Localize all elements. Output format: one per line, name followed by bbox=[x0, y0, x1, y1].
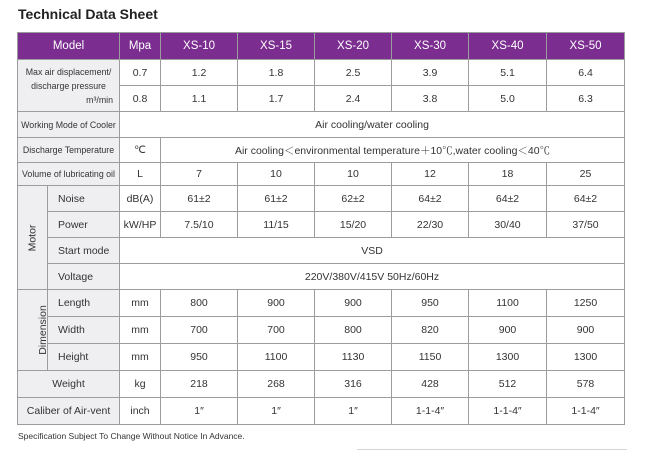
table-cell: 25 bbox=[547, 163, 625, 186]
table-cell: 800 bbox=[161, 290, 238, 317]
table-cell: 700 bbox=[161, 317, 238, 344]
noise-label: Noise bbox=[48, 186, 120, 212]
table-row bbox=[18, 112, 625, 138]
table-row bbox=[18, 60, 625, 86]
table-cell: 1.2 bbox=[161, 60, 238, 86]
table-cell: 700 bbox=[238, 317, 315, 344]
table-cell: 5.0 bbox=[469, 86, 547, 112]
table-cell: 10 bbox=[238, 163, 315, 186]
table-cell: 1-1-4″ bbox=[392, 398, 469, 425]
table-cell: 1-1-4″ bbox=[469, 398, 547, 425]
header-model-xs40: XS-40 bbox=[469, 33, 547, 60]
discharge-temp-label: Discharge Temperature bbox=[18, 138, 120, 163]
table-cell: 11/15 bbox=[238, 212, 315, 238]
max-air-label-line3: m³/min bbox=[86, 94, 114, 105]
table-cell: 6.4 bbox=[547, 60, 625, 86]
cooler-value: Air cooling/water cooling bbox=[120, 112, 625, 138]
table-cell: 30/40 bbox=[469, 212, 547, 238]
table-cell: 1250 bbox=[547, 290, 625, 317]
table-cell: 3.8 bbox=[392, 86, 469, 112]
mpa-cell: 0.8 bbox=[120, 86, 161, 112]
max-air-label bbox=[18, 60, 120, 112]
table-cell: 5.1 bbox=[469, 60, 547, 86]
unit-cell: L bbox=[120, 163, 161, 186]
table-row bbox=[18, 264, 625, 290]
unit-cell: mm bbox=[120, 317, 161, 344]
table-cell: 900 bbox=[469, 317, 547, 344]
table-cell: 316 bbox=[315, 371, 392, 398]
table-row bbox=[18, 344, 625, 371]
table-cell: 62±2 bbox=[315, 186, 392, 212]
table-cell: 1″ bbox=[315, 398, 392, 425]
footer-note: Specification Subject To Change Without Notice In Advance. bbox=[18, 431, 245, 441]
max-air-label-line2: discharge pressure bbox=[31, 80, 106, 91]
table-cell: 268 bbox=[238, 371, 315, 398]
dimension-group-label bbox=[18, 290, 48, 371]
unit-cell: ℃ bbox=[120, 138, 161, 163]
table-row bbox=[18, 238, 625, 264]
table-cell: 61±2 bbox=[161, 186, 238, 212]
header-model-xs15: XS-15 bbox=[238, 33, 315, 60]
table-row bbox=[18, 290, 625, 317]
spec-table bbox=[17, 32, 625, 425]
unit-cell: mm bbox=[120, 290, 161, 317]
table-cell: 428 bbox=[392, 371, 469, 398]
table-row bbox=[18, 371, 625, 398]
table-row bbox=[18, 212, 625, 238]
weight-label: Weight bbox=[18, 371, 120, 398]
page-title: Technical Data Sheet bbox=[18, 6, 158, 22]
table-cell: 1100 bbox=[238, 344, 315, 371]
header-model: Model bbox=[18, 33, 120, 60]
table-cell: 2.4 bbox=[315, 86, 392, 112]
header-model-xs30: XS-30 bbox=[392, 33, 469, 60]
table-cell: 22/30 bbox=[392, 212, 469, 238]
table-cell: 6.3 bbox=[547, 86, 625, 112]
caliber-label: Caliber of Air-vent bbox=[18, 398, 120, 425]
table-row bbox=[18, 163, 625, 186]
unit-cell: kg bbox=[120, 371, 161, 398]
table-cell: 61±2 bbox=[238, 186, 315, 212]
table-cell: 1100 bbox=[469, 290, 547, 317]
table-cell: 37/50 bbox=[547, 212, 625, 238]
table-cell: 1130 bbox=[315, 344, 392, 371]
header-model-xs50: XS-50 bbox=[547, 33, 625, 60]
unit-cell: dB(A) bbox=[120, 186, 161, 212]
table-cell: 512 bbox=[469, 371, 547, 398]
mpa-cell: 0.7 bbox=[120, 60, 161, 86]
table-cell: 1300 bbox=[547, 344, 625, 371]
cooler-label: Working Mode of Cooler bbox=[18, 112, 120, 138]
unit-cell: kW/HP bbox=[120, 212, 161, 238]
table-cell: 578 bbox=[547, 371, 625, 398]
table-cell: 15/20 bbox=[315, 212, 392, 238]
header-model-xs20: XS-20 bbox=[315, 33, 392, 60]
table-cell: 1″ bbox=[161, 398, 238, 425]
table-cell: 950 bbox=[392, 290, 469, 317]
table-cell: 218 bbox=[161, 371, 238, 398]
lube-oil-label: Volume of lubricating oil bbox=[18, 163, 120, 186]
table-cell: 900 bbox=[315, 290, 392, 317]
max-air-label-line1: Max air displacement/ bbox=[25, 66, 112, 77]
table-cell: 3.9 bbox=[392, 60, 469, 86]
table-cell: 1150 bbox=[392, 344, 469, 371]
start-mode-label: Start mode bbox=[48, 238, 120, 264]
table-row bbox=[18, 317, 625, 344]
header-row bbox=[18, 33, 625, 60]
table-cell: 7 bbox=[161, 163, 238, 186]
discharge-temp-value: Air cooling＜environmental temperature＋10℃,water cooling＜40℃ bbox=[161, 138, 625, 163]
table-cell: 7.5/10 bbox=[161, 212, 238, 238]
height-label: Height bbox=[48, 344, 120, 371]
table-cell: 1.8 bbox=[238, 60, 315, 86]
table-row bbox=[18, 186, 625, 212]
table-cell: 1″ bbox=[238, 398, 315, 425]
table-cell: 1300 bbox=[469, 344, 547, 371]
table-cell: 64±2 bbox=[469, 186, 547, 212]
table-cell: 900 bbox=[547, 317, 625, 344]
unit-cell: mm bbox=[120, 344, 161, 371]
width-label: Width bbox=[48, 317, 120, 344]
footer-divider bbox=[357, 449, 627, 450]
table-row bbox=[18, 398, 625, 425]
table-cell: 1.7 bbox=[238, 86, 315, 112]
header-mpa: Mpa bbox=[120, 33, 161, 60]
dimension-group-text: Dimension bbox=[36, 305, 49, 355]
table-cell: 18 bbox=[469, 163, 547, 186]
table-cell: 800 bbox=[315, 317, 392, 344]
table-cell: 10 bbox=[315, 163, 392, 186]
voltage-value: 220V/380V/415V 50Hz/60Hz bbox=[120, 264, 625, 290]
table-cell: 64±2 bbox=[392, 186, 469, 212]
table-cell: 950 bbox=[161, 344, 238, 371]
power-label: Power bbox=[48, 212, 120, 238]
table-cell: 900 bbox=[238, 290, 315, 317]
motor-group-text: Motor bbox=[26, 224, 39, 251]
start-mode-value: VSD bbox=[120, 238, 625, 264]
unit-cell: inch bbox=[120, 398, 161, 425]
length-label: Length bbox=[48, 290, 120, 317]
table-cell: 2.5 bbox=[315, 60, 392, 86]
table-cell: 1-1-4″ bbox=[547, 398, 625, 425]
table-row bbox=[18, 138, 625, 163]
motor-group-label bbox=[18, 186, 48, 290]
header-model-xs10: XS-10 bbox=[161, 33, 238, 60]
table-cell: 12 bbox=[392, 163, 469, 186]
table-cell: 820 bbox=[392, 317, 469, 344]
table-cell: 64±2 bbox=[547, 186, 625, 212]
voltage-label: Voltage bbox=[48, 264, 120, 290]
table-cell: 1.1 bbox=[161, 86, 238, 112]
